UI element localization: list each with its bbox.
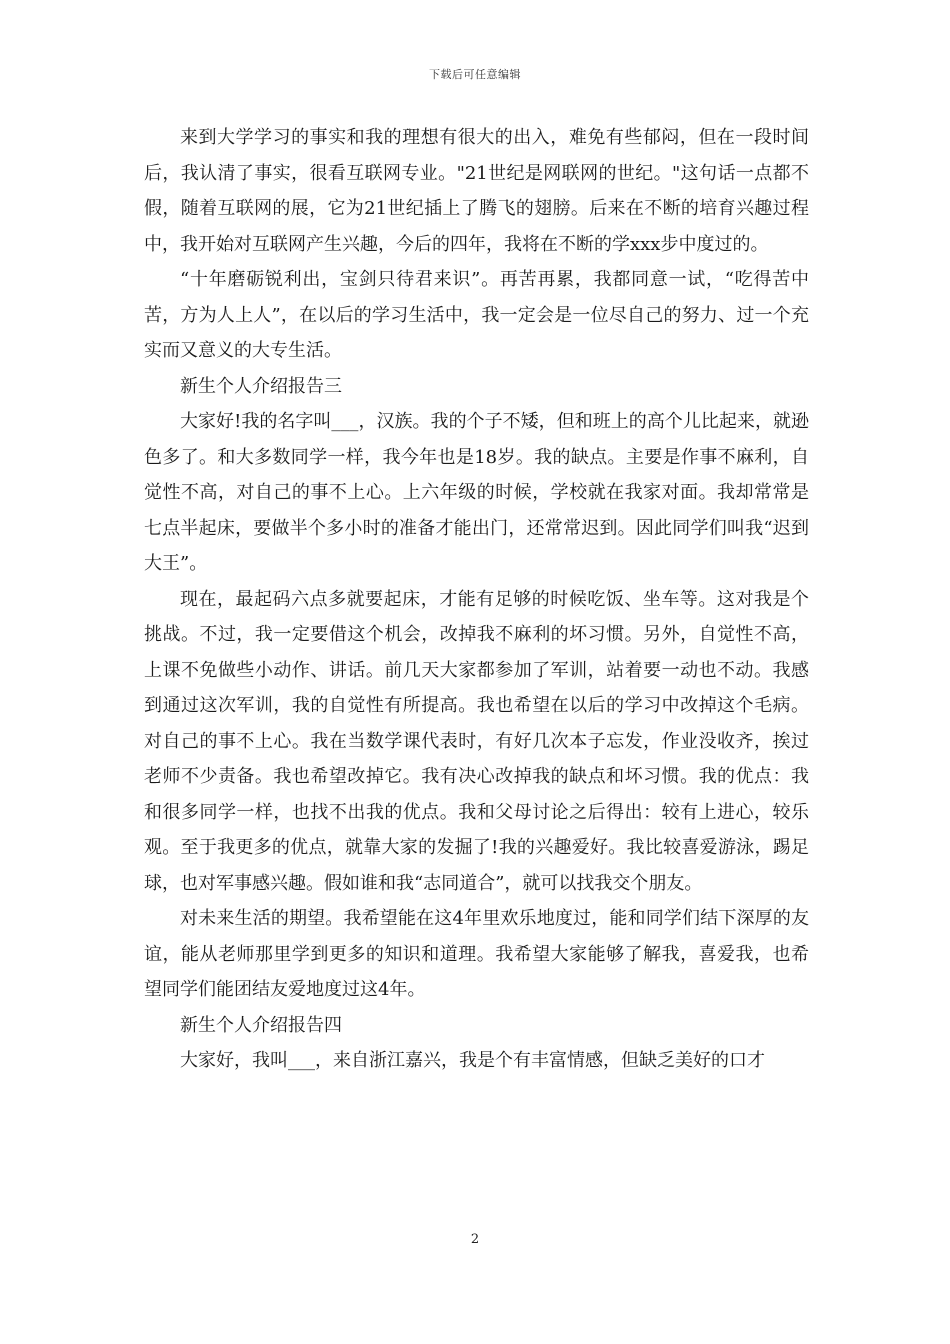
paragraph: 大家好，我叫___，来自浙江嘉兴，我是个有丰富情感，但缺乏美好的口才 [180, 1050, 765, 1071]
page-header: 下载后可任意编辑 [429, 68, 521, 81]
paragraph: 对未来生活的期望。我希望能在这4年里欢乐地度过，能和同学们结下深厚的友谊，能从老师那里学到更多的知识和道理。我希望大家能够了解我，喜爱我，也希望同学们能团结友爱地度过这4年。 [144, 908, 809, 1000]
page-number: 2 [470, 1232, 480, 1247]
paragraph: 现在，最起码六点多就要起床，才能有足够的时候吃饭、坐车等。这对我是个挑战。不过，我一定要借这个机会，改掉我不麻利的坏习惯。另外，自觉性不高，上课不免做些小动作、讲话。前几天大家都参加了军训，站着要一动也不动。我感到通过这次军训，我的自觉性有所提高。我也希望在以后的学习中改掉这个毛病。对自己的事不上心。我在当数学课代表时，有好几次本子忘发，作业没收齐，挨过老师不少责备。我也希望改掉它。我有决心改掉我的缺点和坏习惯。我的优点：我和很多同学一样，也找不出我的优点。我和父母讨论之后得出：较有上进心，较乐观。至于我更多的优点，就靠大家的发掘了!我的兴趣爱好。我比较喜爱游泳，踢足球，也对军事感兴趣。假如谁和我“志同道合”，就可以找我交个朋友。 [144, 588, 809, 894]
section-heading: 新生个人介绍报告四 [180, 1014, 342, 1036]
document-body [144, 120, 809, 1079]
paragraph: “十年磨砺锐利出，宝剑只待君来识”。再苦再累，我都同意一试，“吃得苦中苦，方为人上人”，在以后的学习生活中，我一定会是一位尽自己的努力、过一个充实而又意义的大专生活。 [144, 269, 809, 361]
paragraph: 大家好!我的名字叫___，汉族。我的个子不矮，但和班上的高个儿比起来，就逊色多了。和大多数同学一样，我今年也是18岁。我的缺点。主要是作事不麻利，自觉性不高，对自己的事不上心。上六年级的时候，学校就在我家对面。我却常常是七点半起床，要做半个多小时的准备才能出门，还常常迟到。因此同学们叫我“迟到大王”。 [144, 411, 809, 574]
paragraph: 来到大学学习的事实和我的理想有很大的出入，难免有些郁闷，但在一段时间后，我认清了事实，很看互联网专业。"21世纪是网联网的世纪。"这句话一点都不假，随着互联网的展，它为21世纪插上了腾飞的翅膀。后来在不断的培育兴趣过程中，我开始对互联网产生兴趣，今后的四年，我将在不断的学xxx步中度过的。 [144, 127, 809, 255]
section-heading: 新生个人介绍报告三 [180, 375, 342, 397]
